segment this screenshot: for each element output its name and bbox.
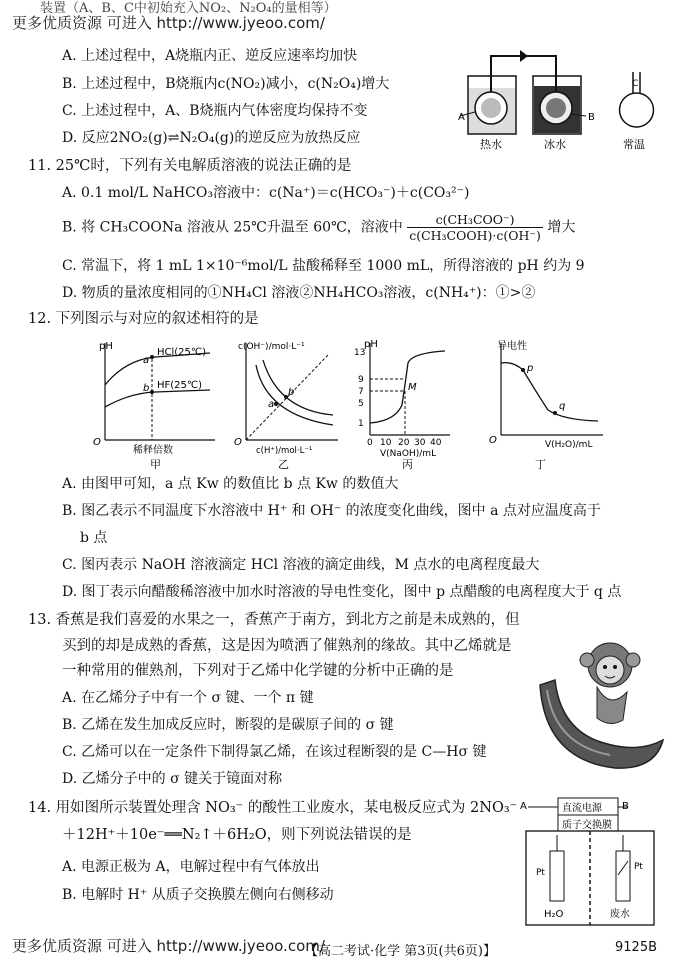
ding-point-q: q <box>559 401 566 412</box>
yi-caption: 乙 <box>278 458 289 470</box>
q12-stem: 12. 下列图示与对应的叙述相符的是 <box>28 311 259 327</box>
label-a: A <box>458 112 465 123</box>
q10-option-d: D. 反应2NO₂(g)⇌N₂O₄(g)的逆反应为放热反应 <box>62 130 361 146</box>
bing-xtick-10: 10 <box>380 438 392 448</box>
q11-fraction <box>407 212 543 243</box>
overlap-text: 装置（A、B、C中初始充入NO₂、N₂O₄的量相等） <box>40 1 337 16</box>
top-watermark: 更多优质资源 可进入 http://www.jyeoo.com/ <box>12 14 325 32</box>
label-hot-water: 热水 <box>480 138 502 151</box>
yi-ylabel: c(OH⁻)/mol·L⁻¹ <box>238 342 305 352</box>
jia-point-b: b <box>143 383 150 394</box>
ding-ylabel: 导电性 <box>497 341 527 352</box>
q11-fraction-numerator: c(CH₃COO⁻) <box>407 212 543 228</box>
jia-xlabel: 稀释倍数 <box>133 445 173 456</box>
q10-apparatus-figure <box>458 36 668 151</box>
q12-option-b-line2: b 点 <box>80 530 108 546</box>
fig14-right-liquid: 废水 <box>610 909 630 920</box>
q13-stem-line2: 买到的却是成熟的香蕉，这是因为喷洒了催熟剂的缘故。其中乙烯就是 <box>62 638 512 654</box>
bing-xtick-30: 30 <box>414 438 426 448</box>
q14-option-b: B. 电解时 H⁺ 从质子交换膜左侧向右侧移动 <box>62 887 334 903</box>
ding-xlabel: V(H₂O)/mL <box>545 440 593 450</box>
q11-stem: 11. 25℃时，下列有关电解质溶液的说法正确的是 <box>28 158 352 174</box>
bing-ytick-1: 1 <box>358 419 364 429</box>
q11-option-d: D. 物质的量浓度相同的①NH₄Cl 溶液②NH₄HCO₃溶液，c(NH₄⁺)：①>② <box>62 285 536 301</box>
bing-ytick-9: 9 <box>358 375 364 385</box>
q13-option-b: B. 乙烯在发生加成反应时，断裂的是碳原子间的 σ 键 <box>62 717 394 733</box>
fig14-membrane-label: 质子交换膜 <box>562 820 612 831</box>
bing-xtick-20: 20 <box>398 438 410 448</box>
bing-ytick-7: 7 <box>358 387 364 397</box>
q12-option-b-line1: B. 图乙表示不同温度下水溶液中 H⁺ 和 OH⁻ 的浓度变化曲线，图中 a 点对应温度高于 <box>62 503 601 519</box>
q11-option-b-text: B. 将 CH₃COONa 溶液从 25℃升温至 60℃，溶液中 <box>62 219 403 236</box>
jia-origin: O <box>93 437 101 448</box>
banana-monkey-illustration <box>535 630 665 780</box>
yi-point-b: b <box>288 387 295 398</box>
label-c: C <box>632 79 639 89</box>
q10-option-a: A. 上述过程中，A烧瓶内正、逆反应速率均加快 <box>62 48 358 64</box>
label-ice-water: 冰水 <box>544 138 566 151</box>
figure-jia <box>85 335 225 470</box>
q13-stem-line1: 13. 香蕉是我们喜爱的水果之一，香蕉产于南方，到北方之前是未成熟的，但 <box>28 612 520 628</box>
q11-option-a: A. 0.1 mol/L NaHCO₃溶液中：c(Na⁺)＝c(HCO₃⁻)＋c(CO₃²⁻) <box>62 185 470 201</box>
bing-caption: 丙 <box>402 458 413 470</box>
q14-stem-line2: ＋12H⁺＋10e⁻══N₂↑＋6H₂O，则下列说法错误的是 <box>62 827 412 843</box>
q11-option-b <box>62 212 575 243</box>
fig14-power-source: 直流电源 <box>562 803 602 814</box>
q10-option-c: C. 上述过程中，A、B烧瓶内气体密度均保持不变 <box>62 103 368 119</box>
figure-bing <box>350 335 470 470</box>
jia-caption: 甲 <box>150 458 161 470</box>
bing-xtick-0: 0 <box>367 438 373 448</box>
yi-point-a: a <box>268 399 275 410</box>
q13-option-c: C. 乙烯可以在一定条件下制得氯乙烯，在该过程断裂的是 C—Hσ 键 <box>62 744 487 760</box>
ding-point-p: p <box>527 363 534 374</box>
q11-fraction-denominator: c(CH₃COOH)·c(OH⁻) <box>409 228 541 243</box>
yi-xlabel: c(H⁺)/mol·L⁻¹ <box>256 446 313 456</box>
q12-option-d: D. 图丁表示向醋酸稀溶液中加水时溶液的导电性变化，图中 p 点醋酸的电离程度大于 q 点 <box>62 584 622 600</box>
fig14-left-electrode: Pt <box>536 868 545 878</box>
fig14-right-electrode: Pt <box>634 862 643 872</box>
footer-page-number: 【高二考试·化学 第3页(共6页)】 <box>305 944 496 959</box>
q14-option-a: A. 电源正极为 A，电解过程中有气体放出 <box>62 859 320 875</box>
q11-option-b-end: 增大 <box>547 219 576 236</box>
jia-curve1-label: HCl(25℃) <box>157 347 207 358</box>
q14-stem-line1: 14. 用如图所示装置处理含 NO₃⁻ 的酸性工业废水，某电极反应式为 2NO₃⁻ <box>28 800 518 816</box>
jia-curve2-label: HF(25℃) <box>157 380 203 391</box>
q10-option-b: B. 上述过程中，B烧瓶内c(NO₂)减小，c(N₂O₄)增大 <box>62 76 390 92</box>
q12-option-c: C. 图丙表示 NaOH 溶液滴定 HCl 溶液的滴定曲线，M 点水的电离程度最大 <box>62 557 540 573</box>
bing-xtick-40: 40 <box>430 438 442 448</box>
q12-option-a: A. 由图甲可知，a 点 Kw 的数值比 b 点 Kw 的数值大 <box>62 476 399 492</box>
ding-origin: O <box>489 435 497 446</box>
figure-yi <box>228 335 348 470</box>
figure-ding <box>483 335 613 470</box>
footer-code: 9125B <box>615 940 658 955</box>
jia-point-a: a <box>143 355 150 366</box>
q13-option-d: D. 乙烯分子中的 σ 键关于镜面对称 <box>62 771 283 787</box>
ding-caption: 丁 <box>535 458 546 470</box>
yi-origin: O <box>234 437 242 448</box>
bing-ylabel: pH <box>364 339 378 350</box>
q13-option-a: A. 在乙烯分子中有一个 σ 键、一个 π 键 <box>62 690 314 706</box>
q14-electrolysis-figure <box>518 795 668 930</box>
bing-point-m: M <box>408 382 417 393</box>
fig14-terminal-b: B <box>622 801 629 812</box>
bing-ytick-5: 5 <box>358 399 364 409</box>
label-b: B <box>588 112 595 123</box>
label-room-temp: 常温 <box>623 138 645 151</box>
fig14-terminal-a: A <box>520 801 527 812</box>
footer-watermark: 更多优质资源 可进入 http://www.jyeoo.com/ <box>12 937 325 955</box>
jia-ylabel: pH <box>99 341 113 352</box>
fig14-left-liquid: H₂O <box>544 909 564 920</box>
bing-xlabel: V(NaOH)/mL <box>380 449 437 459</box>
q13-stem-line3: 一种常用的催熟剂，下列对于乙烯中化学键的分析中正确的是 <box>62 663 454 679</box>
bing-ytick-13: 13 <box>354 348 366 358</box>
q11-option-c: C. 常温下，将 1 mL 1×10⁻⁶mol/L 盐酸稀释至 1000 mL，所得溶液的 pH 约为 9 <box>62 258 585 274</box>
